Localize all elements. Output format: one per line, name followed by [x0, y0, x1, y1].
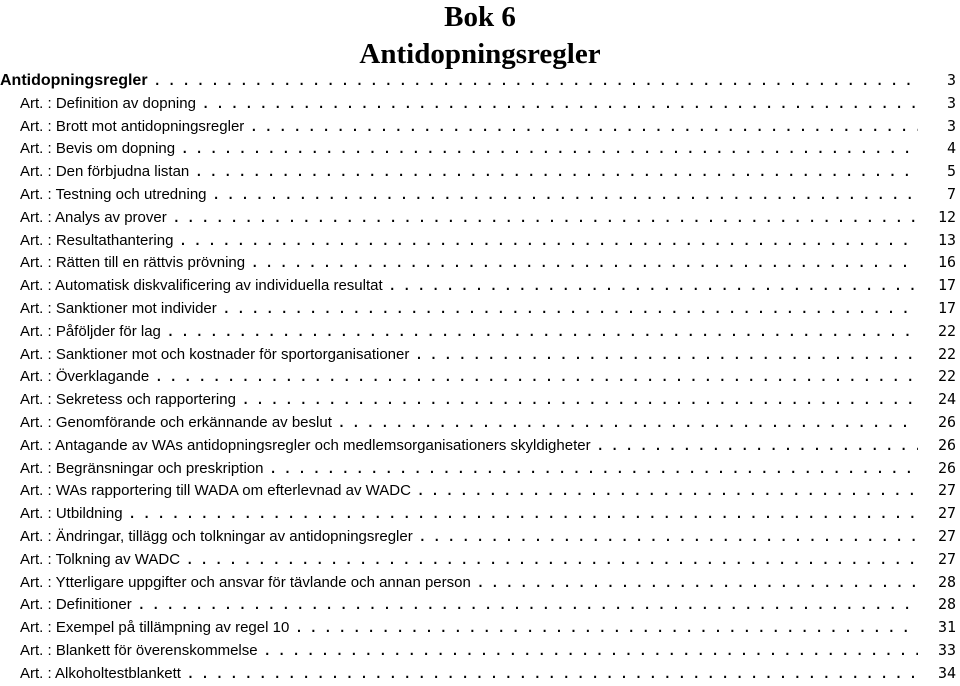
toc-entry-label: Art. : Alkoholtestblankett: [20, 664, 181, 682]
toc-entry[interactable]: [0, 160, 960, 183]
toc-entry-page: 34: [937, 663, 956, 682]
toc-entry-page: 26: [937, 435, 956, 454]
book-subtitle: Antidopningsregler: [359, 38, 601, 70]
toc-entry[interactable]: [0, 183, 960, 206]
dot-leader: [187, 663, 918, 686]
dot-leader: [242, 389, 918, 412]
toc-entry-label: Art. : Överklagande: [20, 368, 150, 386]
toc-entry[interactable]: [0, 320, 960, 343]
toc-entry[interactable]: [0, 434, 960, 457]
toc-entry-label: Art. : Automatisk diskvalificering av individuella resultat: [20, 277, 383, 295]
toc-entry-label: Art. : Ändringar, tillägg och tolkningar av antidopningsregler: [20, 527, 413, 545]
dot-leader: [202, 93, 918, 116]
toc-entry-page: 13: [937, 230, 956, 249]
toc-entry-page: 22: [937, 367, 956, 386]
toc-entry-label: Art. : Rätten till en rättvis prövning: [20, 254, 246, 272]
toc-entry-label: Art. : Genomförande och erkännande av beslut: [20, 413, 332, 431]
toc-entry-page: 17: [937, 298, 956, 317]
dot-leader: [389, 275, 918, 298]
toc-entry[interactable]: [0, 137, 960, 160]
toc-entry[interactable]: [0, 297, 960, 320]
toc-entry-label: Art. : Tolkning av WADC: [20, 550, 181, 568]
dot-leader: [477, 572, 918, 595]
toc-entry[interactable]: [0, 548, 960, 571]
dot-leader: [417, 480, 918, 503]
dot-leader: [415, 344, 918, 367]
toc-entry[interactable]: [0, 662, 960, 685]
toc-entry-page: 28: [937, 595, 956, 614]
toc-entry[interactable]: [0, 411, 960, 434]
table-of-contents: [0, 69, 960, 685]
dot-leader: [251, 252, 918, 275]
toc-entry-page: 12: [937, 207, 956, 226]
toc-entry-label: Art. : Sekretess och rapportering: [20, 391, 236, 409]
toc-entry-label: Art. : Sanktioner mot individer: [20, 299, 217, 317]
toc-entry-page: 22: [937, 321, 956, 340]
dot-leader: [223, 298, 918, 321]
dot-leader: [269, 458, 918, 481]
toc-entry-page: 26: [937, 458, 956, 477]
dot-leader: [338, 412, 918, 435]
toc-entry[interactable]: [0, 115, 960, 138]
toc-entry-page: 5: [946, 162, 956, 181]
toc-entry-page: 24: [937, 390, 956, 409]
toc-entry[interactable]: [0, 502, 960, 525]
toc-entry-page: 26: [937, 412, 956, 431]
toc-entry-label: Art. : Begränsningar och preskription: [20, 459, 264, 477]
dot-leader: [155, 366, 918, 389]
toc-entry[interactable]: [0, 343, 960, 366]
toc-entry[interactable]: [0, 616, 960, 639]
toc-entry-page: 27: [937, 526, 956, 545]
toc-entry-page: 22: [937, 344, 956, 363]
dot-leader: [179, 230, 918, 253]
toc-entry-page: 4: [946, 139, 956, 158]
dot-leader: [154, 70, 918, 93]
dot-leader: [250, 116, 918, 139]
toc-entry-label: Art. : Exempel på tillämpning av regel 10: [20, 619, 290, 637]
toc-entry-page: 27: [937, 504, 956, 523]
toc-entry-label: Art. : Blankett för överenskommelse: [20, 641, 258, 659]
toc-entry-label: Art. : Definitioner: [20, 596, 132, 614]
toc-entry-page: 16: [937, 253, 956, 272]
toc-entry[interactable]: [0, 251, 960, 274]
dot-leader: [186, 549, 918, 572]
toc-entry-page: 33: [937, 640, 956, 659]
toc-entry[interactable]: [0, 229, 960, 252]
dot-leader: [264, 640, 918, 663]
dot-leader: [295, 617, 918, 640]
toc-entry-page: 3: [946, 93, 956, 112]
toc-entry-label: Art. : Bevis om dopning: [20, 140, 176, 158]
toc-heading-row[interactable]: [0, 69, 960, 92]
dot-leader: [181, 138, 918, 161]
toc-entry[interactable]: [0, 525, 960, 548]
dot-leader: [195, 161, 918, 184]
toc-heading-label: Antidopningsregler: [0, 72, 148, 89]
toc-entry-label: Art. : WAs rapportering till WADA om efterlevnad av WADC: [20, 482, 411, 500]
dot-leader: [129, 503, 918, 526]
book-title: [0, 0, 960, 71]
toc-entry[interactable]: [0, 92, 960, 115]
toc-entry[interactable]: [0, 639, 960, 662]
toc-entry[interactable]: [0, 388, 960, 411]
toc-entry[interactable]: [0, 457, 960, 480]
book-number: Bok 6: [444, 1, 516, 33]
dot-leader: [597, 435, 918, 458]
toc-entry-label: Art. : Ytterligare uppgifter och ansvar för tävlande och annan person: [20, 573, 471, 591]
toc-entry-label: Art. : Antagande av WAs antidopningsregler och medlemsorganisationers skyldigheter: [20, 436, 591, 454]
toc-entry-page: 17: [937, 276, 956, 295]
toc-entry-list: [0, 92, 960, 685]
toc-entry-label: Art. : Utbildning: [20, 505, 123, 523]
toc-entry[interactable]: [0, 593, 960, 616]
dot-leader: [419, 526, 918, 549]
toc-entry[interactable]: [0, 274, 960, 297]
toc-entry-page: 28: [937, 572, 956, 591]
toc-entry-label: Art. : Analys av prover: [20, 208, 167, 226]
toc-entry-label: Art. : Definition av dopning: [20, 94, 196, 112]
dot-leader: [173, 207, 918, 230]
toc-entry-page: 27: [937, 481, 956, 500]
dot-leader: [213, 184, 918, 207]
dot-leader: [138, 594, 918, 617]
toc-entry-page: 31: [937, 618, 956, 637]
toc-entry[interactable]: [0, 571, 960, 594]
toc-entry[interactable]: [0, 206, 960, 229]
toc-heading-page: 3: [946, 71, 956, 89]
toc-entry-page: 3: [946, 116, 956, 135]
toc-entry-page: 7: [946, 184, 956, 203]
toc-entry[interactable]: [0, 365, 960, 388]
toc-entry[interactable]: [0, 479, 960, 502]
toc-entry-label: Art. : Sanktioner mot och kostnader för sportorganisationer: [20, 345, 410, 363]
toc-entry-label: Art. : Testning och utredning: [20, 185, 207, 203]
dot-leader: [167, 321, 918, 344]
toc-entry-label: Art. : Brott mot antidopningsregler: [20, 117, 245, 135]
toc-entry-label: Art. : Påföljder för lag: [20, 322, 161, 340]
toc-entry-label: Art. : Den förbjudna listan: [20, 163, 190, 181]
toc-entry-page: 27: [937, 549, 956, 568]
toc-entry-label: Art. : Resultathantering: [20, 231, 174, 249]
